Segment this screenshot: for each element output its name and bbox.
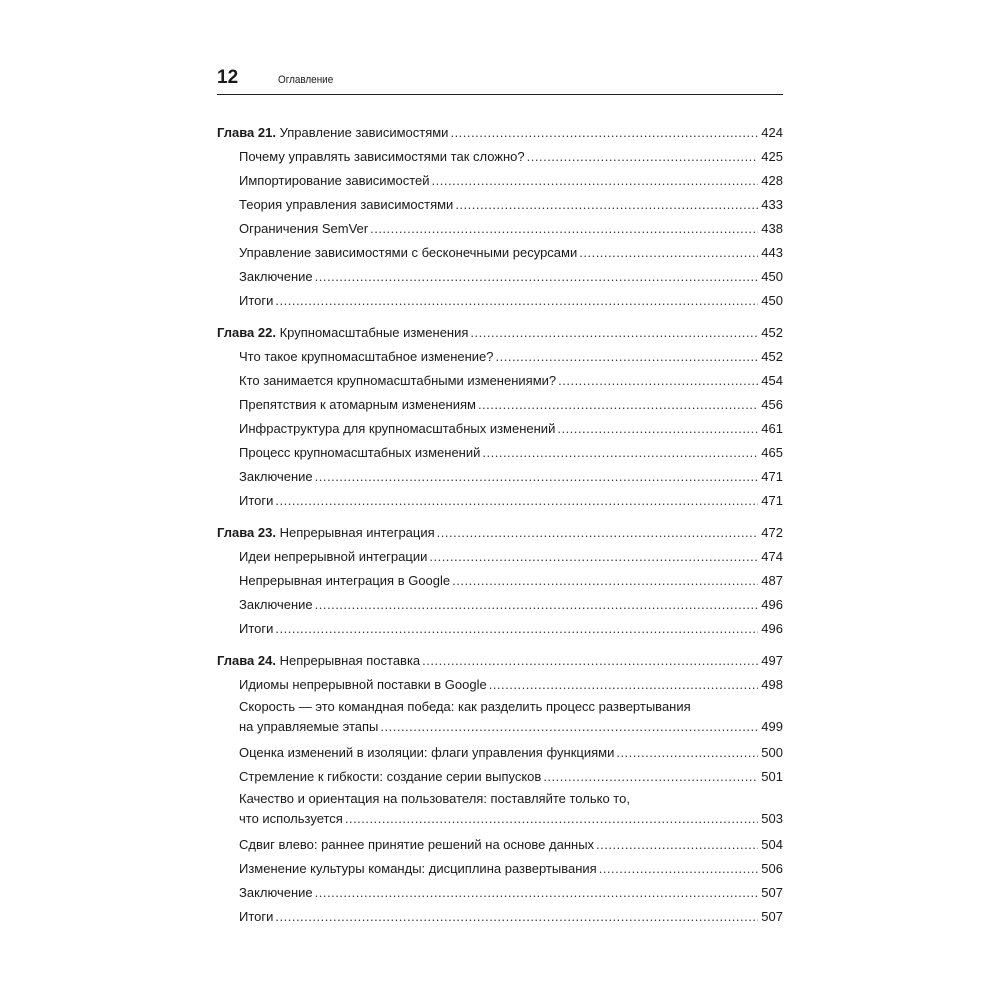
section-entry[interactable] <box>217 489 783 513</box>
section-title: Оценка изменений в изоляции: флаги управления функциями <box>239 745 615 760</box>
page-ref: 503 <box>761 811 783 826</box>
dot-leader <box>315 465 759 489</box>
chapter-label: Глава 23. <box>217 525 276 540</box>
page-number: 12 <box>217 67 239 88</box>
section-entry[interactable] <box>217 833 783 857</box>
page-ref: 433 <box>761 197 783 212</box>
dot-leader <box>450 121 758 145</box>
chapter-name: Непрерывная поставка <box>279 653 421 668</box>
section-entry[interactable] <box>217 169 783 193</box>
page-ref: 500 <box>761 745 783 760</box>
section-entry[interactable] <box>217 465 783 489</box>
dot-leader <box>478 393 758 417</box>
section-entry[interactable] <box>217 289 783 313</box>
page-ref: 498 <box>761 677 783 692</box>
section-entry[interactable] <box>217 617 783 641</box>
section-title: что используется <box>239 811 343 826</box>
page-ref: 499 <box>761 719 783 734</box>
dot-leader <box>315 593 759 617</box>
dot-leader <box>345 809 758 829</box>
page-ref: 424 <box>761 125 783 140</box>
dot-leader <box>432 169 759 193</box>
dot-leader <box>596 833 758 857</box>
section-title: Непрерывная интеграция в Google <box>239 573 451 588</box>
section-entry[interactable] <box>217 765 783 789</box>
section-title: Управление зависимостями с бесконечными ресурсами <box>239 245 578 260</box>
chapter-title <box>217 649 420 673</box>
chapter-entry[interactable] <box>217 121 783 145</box>
page-ref: 507 <box>761 909 783 924</box>
dot-leader <box>452 569 758 593</box>
section-entry[interactable] <box>217 345 783 369</box>
dot-leader <box>275 289 758 313</box>
section-entry[interactable] <box>217 393 783 417</box>
dot-leader <box>429 545 758 569</box>
page-ref: 443 <box>761 245 783 260</box>
page-ref: 452 <box>761 325 783 340</box>
chapter-block <box>217 521 783 641</box>
section-title: Идиомы непрерывной поставки в Google <box>239 677 487 692</box>
chapter-entry[interactable] <box>217 521 783 545</box>
dot-leader <box>455 193 758 217</box>
dot-leader <box>275 905 758 929</box>
dot-leader <box>579 241 758 265</box>
page-ref: 450 <box>761 269 783 284</box>
dot-leader <box>437 521 759 545</box>
section-title: Ограничения SemVer <box>239 221 369 236</box>
section-title: Стремление к гибкости: создание серии выпусков <box>239 769 542 784</box>
dot-leader <box>558 369 758 393</box>
section-title: Теория управления зависимостями <box>239 197 454 212</box>
chapter-block <box>217 321 783 513</box>
section-entry[interactable] <box>217 905 783 929</box>
section-title: Заключение <box>239 469 313 484</box>
page-header <box>217 66 783 95</box>
section-entry[interactable] <box>217 369 783 393</box>
dot-leader <box>616 741 758 765</box>
page-ref: 465 <box>761 445 783 460</box>
page-ref: 428 <box>761 173 783 188</box>
section-entry[interactable] <box>217 193 783 217</box>
section-entry[interactable] <box>217 545 783 569</box>
page-ref: 461 <box>761 421 783 436</box>
section-title: Итоги <box>239 621 274 636</box>
section-entry[interactable] <box>217 569 783 593</box>
dot-leader <box>527 145 759 169</box>
section-entry[interactable] <box>217 145 783 169</box>
chapter-title <box>217 321 468 345</box>
section-title: Кто занимается крупномасштабными изменениями? <box>239 373 557 388</box>
page-ref: 454 <box>761 373 783 388</box>
section-entry[interactable] <box>217 673 783 697</box>
section-title: Инфраструктура для крупномасштабных изменений <box>239 421 556 436</box>
chapter-title <box>217 521 435 545</box>
page-ref: 506 <box>761 861 783 876</box>
section-entry[interactable] <box>217 697 783 737</box>
section-entry[interactable] <box>217 593 783 617</box>
section-title: Импортирование зависимостей <box>239 173 430 188</box>
section-entry[interactable] <box>217 857 783 881</box>
dot-leader <box>370 217 758 241</box>
page-ref: 456 <box>761 397 783 412</box>
section-title: Заключение <box>239 885 313 900</box>
chapter-name: Крупномасштабные изменения <box>279 325 469 340</box>
dot-leader <box>315 265 759 289</box>
table-of-contents <box>217 121 783 937</box>
section-entry[interactable] <box>217 741 783 765</box>
section-entry[interactable] <box>217 441 783 465</box>
section-title: Процесс крупномасштабных изменений <box>239 445 481 460</box>
chapter-block <box>217 121 783 313</box>
dot-leader <box>489 673 759 697</box>
section-entry[interactable] <box>217 417 783 441</box>
chapter-label: Глава 24. <box>217 653 276 668</box>
chapter-entry[interactable] <box>217 321 783 345</box>
page-ref: 471 <box>761 469 783 484</box>
chapter-name: Управление зависимостями <box>279 125 449 140</box>
chapter-label: Глава 21. <box>217 125 276 140</box>
page-ref: 472 <box>761 525 783 540</box>
running-title: Оглавление <box>278 74 334 86</box>
page-ref: 452 <box>761 349 783 364</box>
dot-leader <box>315 881 759 905</box>
page-ref: 507 <box>761 885 783 900</box>
section-title: Сдвиг влево: раннее принятие решений на основе данных <box>239 837 595 852</box>
section-entry[interactable] <box>217 241 783 265</box>
page-ref: 501 <box>761 769 783 784</box>
section-title: Почему управлять зависимостями так сложно? <box>239 149 525 164</box>
dot-leader <box>275 617 758 641</box>
section-title: Препятствия к атомарным изменениям <box>239 397 476 412</box>
chapter-entry[interactable] <box>217 649 783 673</box>
page-ref: 487 <box>761 573 783 588</box>
dot-leader <box>380 717 758 737</box>
chapter-name: Непрерывная интеграция <box>279 525 435 540</box>
section-title-line1: Качество и ориентация на пользователя: поставляйте только то, <box>239 791 630 806</box>
page-ref: 438 <box>761 221 783 236</box>
page-ref: 496 <box>761 621 783 636</box>
dot-leader <box>482 441 758 465</box>
section-title-line1: Скорость — это командная победа: как разделить процесс развертывания <box>239 699 691 714</box>
dot-leader <box>275 489 758 513</box>
chapter-title <box>217 121 448 145</box>
page-ref: 497 <box>761 653 783 668</box>
dot-leader <box>543 765 758 789</box>
page-ref: 471 <box>761 493 783 508</box>
section-entry[interactable] <box>217 789 783 829</box>
dot-leader <box>557 417 758 441</box>
section-title: Заключение <box>239 269 313 284</box>
section-title: Заключение <box>239 597 313 612</box>
section-entry[interactable] <box>217 881 783 905</box>
page-ref: 496 <box>761 597 783 612</box>
section-title: Идеи непрерывной интеграции <box>239 549 428 564</box>
chapter-label: Глава 22. <box>217 325 276 340</box>
section-title: Что такое крупномасштабное изменение? <box>239 349 494 364</box>
section-title: Итоги <box>239 909 274 924</box>
page-ref: 474 <box>761 549 783 564</box>
section-entry[interactable] <box>217 217 783 241</box>
dot-leader <box>599 857 759 881</box>
page-ref: 504 <box>761 837 783 852</box>
chapter-block <box>217 649 783 929</box>
dot-leader <box>422 649 758 673</box>
dot-leader <box>470 321 758 345</box>
section-entry[interactable] <box>217 265 783 289</box>
section-title: Итоги <box>239 493 274 508</box>
page-ref: 425 <box>761 149 783 164</box>
section-title: Изменение культуры команды: дисциплина развертывания <box>239 861 597 876</box>
section-title: Итоги <box>239 293 274 308</box>
dot-leader <box>496 345 759 369</box>
section-title: на управляемые этапы <box>239 719 379 734</box>
page-ref: 450 <box>761 293 783 308</box>
